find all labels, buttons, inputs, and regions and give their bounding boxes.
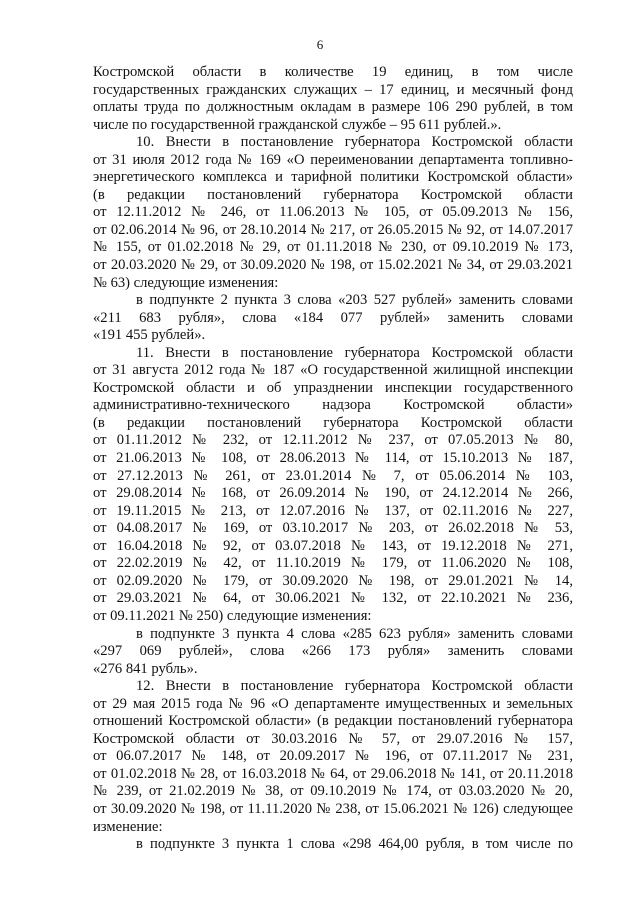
text-line: от 27.12.2013 № 261, от 23.01.2014 № 7, от 05.06.2014 № 103,: [93, 467, 573, 484]
text-line: от 29.08.2014 № 168, от 26.09.2014 № 190, от 24.12.2014 № 266,: [93, 485, 573, 502]
text-line: от 22.02.2019 № 42, от 11.10.2019 № 179, от 11.06.2020 № 108,: [93, 555, 573, 572]
text-line: № 155, от 01.02.2018 № 29, от 01.11.2018 № 230, от 09.10.2019 № 173,: [93, 239, 573, 256]
text-line: изменение:: [93, 818, 163, 835]
document-body: [93, 64, 573, 854]
text-line: от 31 августа 2012 года № 187 «О государственной жилищной инспекции: [93, 362, 573, 379]
text-line: от 04.08.2017 № 169, от 03.10.2017 № 203, от 26.02.2018 № 53,: [93, 520, 573, 537]
text-line: от 29 мая 2015 года № 96 «О департаменте имущественных и земельных: [93, 695, 573, 712]
text-line: от 16.04.2018 № 92, от 03.07.2018 № 143, от 19.12.2018 № 271,: [93, 537, 573, 554]
text-line: Костромской области в количестве 19 единиц, в том числе: [93, 64, 573, 80]
text-line: от 31 июля 2012 года № 169 «О переименовании департамента топливно-: [93, 151, 573, 168]
text-line: административно-технического надзора Костромской области»: [93, 397, 573, 414]
text-line: 10. Внести в постановление губернатора Костромской области: [136, 134, 573, 151]
text-line: от 09.11.2021 № 250) следующие изменения:: [93, 607, 372, 624]
text-line: отношений Костромской области» (в редакции постановлений губернатора: [93, 713, 573, 730]
text-line: от 06.07.2017 № 148, от 20.09.2017 № 196, от 07.11.2017 № 231,: [93, 748, 573, 765]
text-line: от 21.06.2013 № 108, от 28.06.2013 № 114, от 15.10.2013 № 187,: [93, 450, 573, 467]
text-line: «297 069 рублей», слова «266 173 рубля» заменить словами: [93, 643, 573, 660]
text-line: (в редакции постановлений губернатора Костромской области: [93, 186, 573, 203]
text-line: от 02.09.2020 № 179, от 30.09.2020 № 198, от 29.01.2021 № 14,: [93, 572, 573, 589]
text-line: Костромской области от 30.03.2016 № 57, от 29.07.2016 № 157,: [93, 730, 573, 747]
text-line: от 12.11.2012 № 246, от 11.06.2013 № 105, от 05.09.2013 № 156,: [93, 204, 573, 221]
text-line: «211 683 рубля», слова «184 077 рублей» заменить словами: [93, 309, 573, 326]
text-line: в подпункте 3 пункта 1 слова «298 464,00 рубля, в том числе по: [136, 836, 573, 853]
text-line: № 239, от 21.02.2019 № 38, от 09.10.2019 № 174, от 03.03.2020 № 20,: [93, 783, 573, 800]
text-line: от 19.11.2015 № 213, от 12.07.2016 № 137, от 02.11.2016 № 227,: [93, 502, 573, 519]
text-line: «191 455 рублей».: [93, 327, 206, 344]
text-line: от 29.03.2021 № 64, от 30.06.2021 № 132, от 22.10.2021 № 236,: [93, 590, 573, 607]
text-line: от 02.06.2014 № 96, от 28.10.2014 № 217, от 26.05.2015 № 92, от 14.07.2017: [93, 221, 573, 238]
text-line: числе по государственной гражданской службе – 95 611 рублей.».: [93, 116, 502, 133]
text-line: (в редакции постановлений губернатора Костромской области: [93, 414, 573, 431]
text-line: от 20.03.2020 № 29, от 30.09.2020 № 198, от 15.02.2021 № 34, от 29.03.2021: [93, 257, 573, 274]
page-number: 6: [316, 37, 324, 52]
text-line: от 01.02.2018 № 28, от 16.03.2018 № 64, от 29.06.2018 № 141, от 20.11.2018: [93, 765, 573, 782]
text-line: № 63) следующие изменения:: [93, 274, 279, 291]
text-line: государственных гражданских служащих – 17 единиц, и месячный фонд: [93, 81, 573, 98]
text-line: оплаты труда по должностным окладам в размере 106 290 рублей, в том: [93, 99, 573, 116]
text-line: энергетического комплекса и тарифной политики Костромской области»: [93, 169, 573, 186]
text-line: 11. Внести в постановление губернатора Костромской области: [136, 344, 573, 361]
text-line: «276 841 рубль».: [93, 660, 198, 677]
text-line: 12. Внести в постановление губернатора Костромской области: [136, 678, 573, 695]
text-line: Костромской области и об упразднении инспекции государственного: [93, 379, 573, 396]
text-line: в подпункте 2 пункта 3 слова «203 527 рублей» заменить словами: [136, 292, 573, 309]
text-line: в подпункте 3 пункта 4 слова «285 623 рубля» заменить словами: [136, 625, 573, 642]
text-line: от 01.11.2012 № 232, от 12.11.2012 № 237, от 07.05.2013 № 80,: [93, 432, 573, 449]
text-line: от 30.09.2020 № 198, от 11.11.2020 № 238, от 15.06.2021 № 126) следующее: [93, 800, 573, 817]
